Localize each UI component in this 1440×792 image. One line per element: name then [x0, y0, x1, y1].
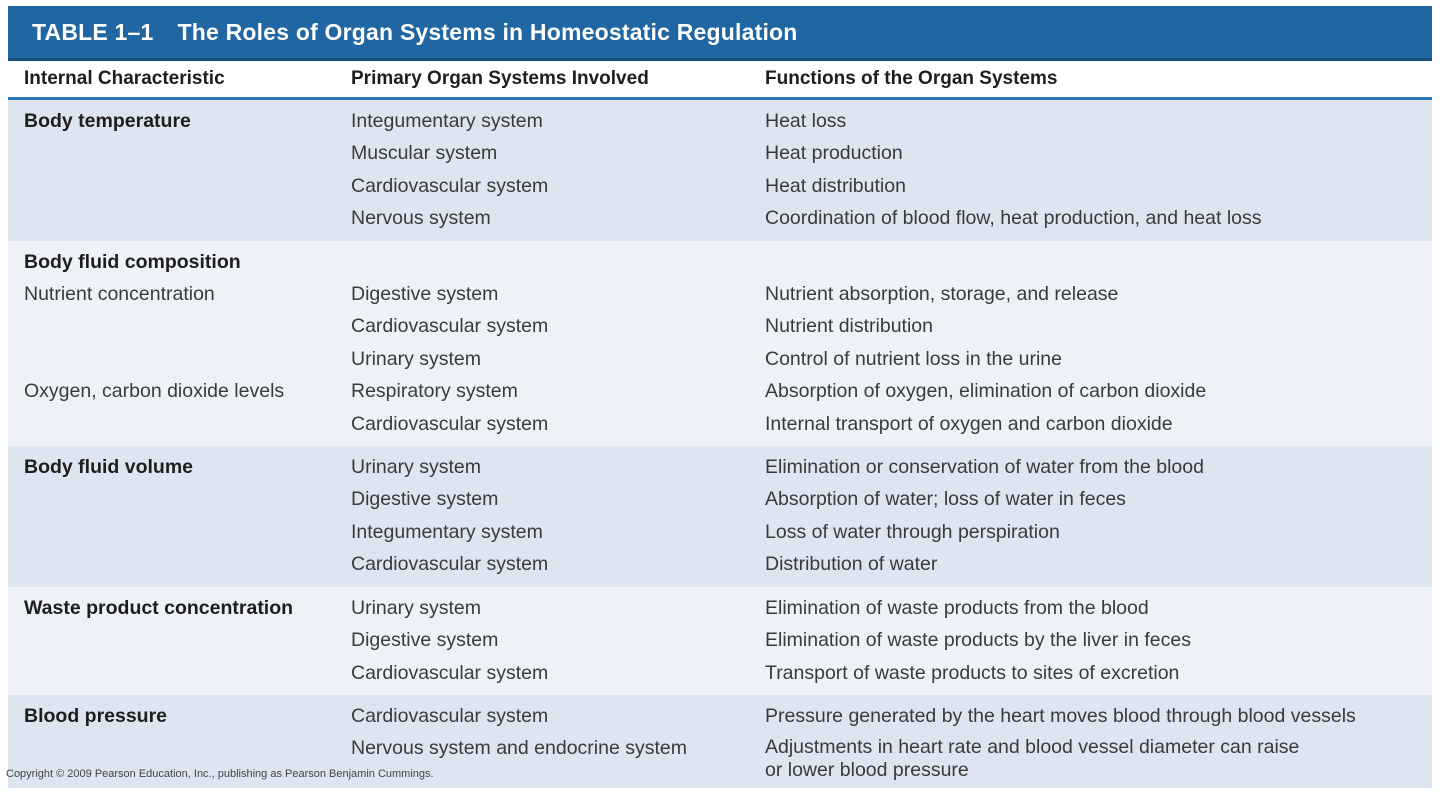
characteristic-cell: Body fluid volume — [24, 456, 194, 479]
organ-system-cell: Urinary system — [351, 347, 482, 370]
function-cell: Absorption of water; loss of water in feces — [765, 488, 1126, 511]
homeostasis-table — [8, 6, 1432, 788]
function-cell: Internal transport of oxygen and carbon dioxide — [765, 412, 1173, 435]
characteristic-cell — [8, 624, 335, 656]
function-cell — [749, 246, 1432, 278]
organ-system-cell: Integumentary system — [351, 110, 543, 132]
function-cell: Heat loss — [765, 110, 847, 132]
table-row — [8, 516, 1432, 548]
table-row-group — [8, 587, 1432, 695]
table-title: The Roles of Organ Systems in Homeostatic Regulation — [177, 18, 798, 45]
function-cell: Pressure generated by the heart moves blood through blood vessels — [765, 704, 1356, 727]
table-row-group — [8, 241, 1432, 446]
characteristic-cell — [8, 483, 335, 515]
table-row — [8, 592, 1432, 624]
table-row — [8, 408, 1432, 440]
function-cell: Heat production — [765, 142, 903, 165]
table-row — [8, 170, 1432, 202]
characteristic-cell: Waste product concentration — [24, 596, 294, 619]
table-row — [8, 310, 1432, 342]
organ-system-cell: Cardiovascular system — [351, 704, 549, 727]
organ-system-cell: Cardiovascular system — [351, 553, 549, 576]
table-row-group — [8, 446, 1432, 587]
copyright-notice: Copyright © 2009 Pearson Education, Inc., publishing as Pearson Benjamin Cummings. — [6, 768, 434, 780]
header-functions: Functions of the Organ Systems — [765, 68, 1058, 89]
table-header-row — [8, 61, 1432, 100]
characteristic-cell — [8, 202, 335, 234]
organ-system-cell: Nervous system and endocrine system — [351, 737, 687, 760]
function-cell: Elimination or conservation of water from the blood — [765, 456, 1204, 479]
table-row — [8, 246, 1432, 278]
characteristic-cell — [8, 343, 335, 375]
organ-system-cell: Cardiovascular system — [351, 412, 549, 435]
function-cell: Adjustments in heart rate and blood vessel diameter can raise or lower blood pressure — [765, 736, 1300, 782]
function-cell: Loss of water through perspiration — [765, 520, 1060, 543]
table-row — [8, 105, 1432, 137]
table-row — [8, 451, 1432, 483]
function-cell: Distribution of water — [765, 553, 938, 576]
organ-system-cell — [335, 246, 749, 278]
table-row — [8, 624, 1432, 656]
characteristic-cell: Oxygen, carbon dioxide levels — [24, 380, 285, 403]
table-title-bar — [8, 6, 1432, 61]
function-cell: Absorption of oxygen, elimination of carbon dioxide — [765, 380, 1207, 403]
function-cell: Heat distribution — [765, 174, 906, 197]
table-row — [8, 343, 1432, 375]
characteristic-cell — [8, 170, 335, 202]
characteristic-cell — [8, 657, 335, 689]
table-row — [8, 375, 1432, 407]
organ-system-cell: Cardiovascular system — [351, 661, 549, 684]
table-row — [8, 202, 1432, 234]
organ-system-cell: Cardiovascular system — [351, 315, 549, 338]
organ-system-cell: Digestive system — [351, 629, 499, 652]
header-internal-characteristic: Internal Characteristic — [24, 68, 225, 89]
characteristic-cell — [8, 310, 335, 342]
organ-system-cell: Integumentary system — [351, 520, 543, 543]
organ-system-cell: Cardiovascular system — [351, 174, 549, 197]
table-row — [8, 700, 1432, 732]
table-label: TABLE 1–1 — [32, 18, 154, 45]
function-cell: Elimination of waste products from the blood — [765, 596, 1149, 619]
organ-system-cell: Digestive system — [351, 283, 499, 306]
table-row — [8, 548, 1432, 580]
organ-system-cell: Muscular system — [351, 142, 498, 165]
characteristic-cell — [8, 548, 335, 580]
characteristic-cell: Blood pressure — [24, 704, 168, 727]
header-primary-organ-systems: Primary Organ Systems Involved — [351, 68, 649, 89]
characteristic-cell — [8, 408, 335, 440]
characteristic-cell: Nutrient concentration — [24, 283, 215, 306]
table-row — [8, 278, 1432, 310]
organ-system-cell: Nervous system — [351, 207, 491, 230]
function-cell: Coordination of blood flow, heat production, and heat loss — [765, 207, 1262, 230]
characteristic-cell: Body temperature — [24, 110, 191, 132]
function-cell: Control of nutrient loss in the urine — [765, 347, 1062, 370]
function-cell: Nutrient absorption, storage, and release — [765, 283, 1119, 306]
table-row-group — [8, 100, 1432, 241]
organ-system-cell: Urinary system — [351, 456, 482, 479]
table-row — [8, 137, 1432, 169]
function-cell: Transport of waste products to sites of excretion — [765, 661, 1180, 684]
table-body — [8, 100, 1432, 788]
characteristic-cell: Body fluid composition — [24, 250, 241, 273]
organ-system-cell: Respiratory system — [351, 380, 518, 403]
table-row — [8, 483, 1432, 515]
function-cell: Nutrient distribution — [765, 315, 933, 338]
characteristic-cell — [8, 516, 335, 548]
table-row — [8, 657, 1432, 689]
characteristic-cell — [8, 137, 335, 169]
organ-system-cell: Urinary system — [351, 596, 482, 619]
function-cell: Elimination of waste products by the liver in feces — [765, 629, 1191, 652]
organ-system-cell: Digestive system — [351, 488, 499, 511]
